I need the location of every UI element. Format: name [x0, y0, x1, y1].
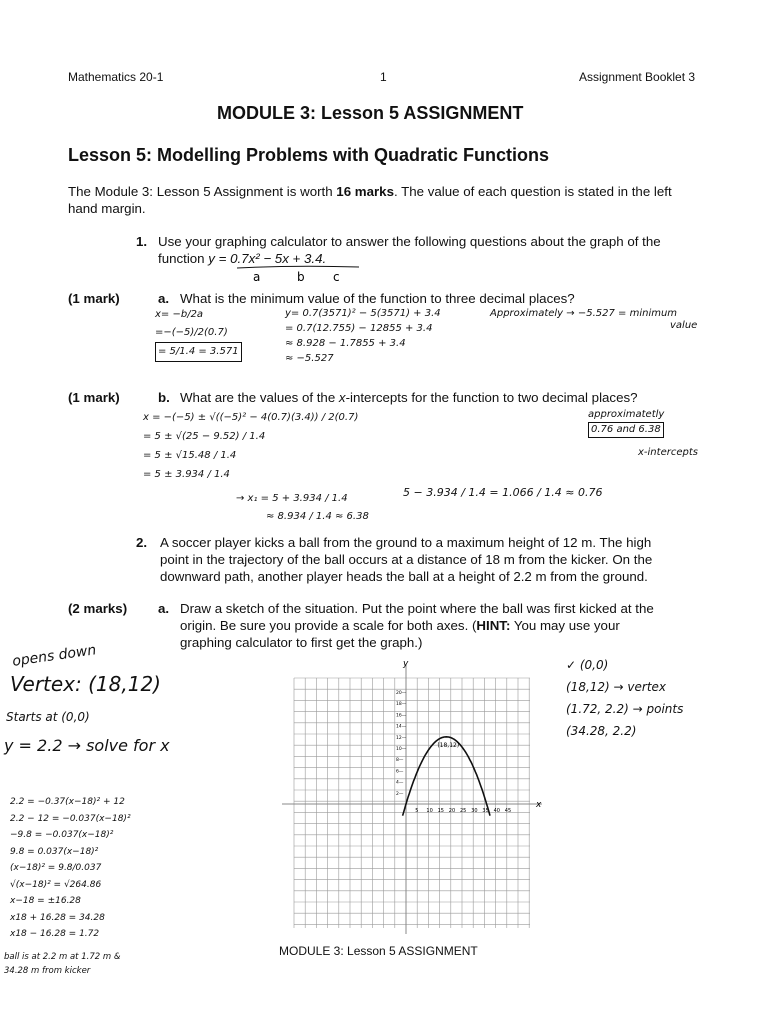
points-list: ✓ (0,0) (18,12) → vertex (1.72, 2.2) → points (34.28, 2.2) — [566, 658, 684, 738]
x-tick-label: 5 — [415, 808, 419, 814]
y-tick-label: 4— — [396, 780, 404, 786]
x-tick-label: 20 — [448, 808, 456, 814]
vertex-label: (18,12) — [437, 741, 460, 749]
q1a-mark: (1 mark) — [68, 291, 120, 306]
q2-number: 2. — [136, 535, 148, 550]
q1b-text: What are the values of the x-intercepts for the function to two decimal places? — [180, 390, 638, 405]
x-tick-label: 30 — [471, 808, 478, 814]
q1-text: Use your graphing calculator to answer the following questions about the graph of the function y = 0.7x² − 5x + 3.4. — [158, 234, 661, 266]
q1b-mark: (1 mark) — [68, 390, 120, 405]
graph-ticks — [396, 690, 511, 814]
x-axis-label: x — [536, 800, 542, 810]
module-title: MODULE 3: Lesson 5 ASSIGNMENT — [217, 103, 524, 123]
q2a-mark: (2 marks) — [68, 601, 128, 616]
x-tick-label: 15 — [437, 808, 444, 814]
intro-paragraph: The Module 3: Lesson 5 Assignment is worth 16 marks. The value of each question is stated in the left hand margin. — [68, 184, 672, 216]
x-tick-label: 45 — [504, 808, 512, 814]
note-solve: y = 2.2 → solve for x — [4, 736, 170, 755]
side-work: 2.2 = −0.37(x−18)² + 12 2.2 − 12 = −0.037(x−18)² −9.8 = −0.037(x−18)² 9.8 = 0.037(x−18)² (x−18)² = 9.8/0.037 √(x−18)² = √264.86 x−18 = ±16.28 x18 + 16.28 = 34.28 x18 − 16.28 = 1.72 — [10, 797, 131, 939]
q1b-work-left: x = −(−5) ± √((−5)² − 4(0.7)(3.4)) / 2(0.7) = 5 ± √(25 − 9.52) / 1.4 = 5 ± √15.48 / 1.4 = 5 ± 3.934 / 1.4 — [143, 412, 359, 480]
q1a-label: a. — [158, 291, 170, 306]
graph-grid — [294, 678, 530, 928]
y-tick-label: 16— — [396, 713, 407, 719]
y-tick-label: 6— — [396, 769, 404, 775]
q1b-note: approximatetly 0.76 and 6.38 x-intercepts — [588, 409, 698, 458]
y-tick-label: 2— — [396, 791, 404, 797]
q1b-work-right: 5 − 3.934 / 1.4 = 1.066 / 1.4 ≈ 0.76 — [403, 486, 603, 499]
q2a-text: Draw a sketch of the situation. Put the point where the ball was first kicked at the origin. Be sure you provide a scale for both axes. (HINT: You may use your graphing calculator to first get the graph.) — [180, 601, 654, 650]
lesson-title: Lesson 5: Modelling Problems with Quadratic Functions — [68, 145, 550, 165]
y-tick-label: 18— — [396, 702, 407, 708]
q1a-work-mid: y= 0.7(3571)² − 5(3571) + 3.4 = 0.7(12.755) − 12855 + 3.4 ≈ 8.928 − 1.7855 + 3.4 ≈ −5.527 — [285, 308, 441, 364]
x-tick-label: 35 — [482, 808, 489, 814]
trajectory-graph — [280, 658, 550, 938]
conclusion: ball is at 2.2 m at 1.72 m & 34.28 m from kicker — [4, 952, 121, 976]
graph-axes — [282, 664, 542, 934]
q1-equation: y = 0.7x² − 5x + 3.4. — [208, 251, 327, 266]
abc-underline-sketch — [235, 264, 365, 284]
y-tick-label: 12— — [396, 735, 407, 741]
q1b-work-mid: → x₁ = 5 + 3.934 / 1.4 ≈ 8.934 / 1.4 ≈ 6.38 — [236, 493, 369, 522]
q1-number: 1. — [136, 234, 148, 249]
x-tick-label: 25 — [460, 808, 467, 814]
abc-c: c — [333, 270, 340, 284]
note-starts: Starts at (0,0) — [6, 710, 90, 724]
y-axis-label: y — [403, 659, 409, 669]
y-tick-label: 10— — [396, 747, 407, 752]
q1a-work-right: Approximately → −5.527 = minimum value — [490, 308, 698, 331]
q2-text: A soccer player kicks a ball from the ground to a maximum height of 12 m. The high point in the trajectory of the ball occurs at a distance of 18 m from the kicker. On the downward path, another player heads the ball at a height of 2.2 m from the ground. — [160, 535, 653, 584]
header-page-number: 1 — [380, 70, 387, 84]
x-tick-label: 10 — [426, 808, 433, 814]
q1a-work-left: x= −b/2a =−(−5)/2(0.7) = 5/1.4 = 3.571 — [155, 306, 242, 362]
q1b-label: b. — [158, 390, 170, 405]
abc-b: b — [297, 270, 305, 284]
header-right: Assignment Booklet 3 — [579, 70, 696, 84]
abc-a: a — [253, 270, 261, 284]
y-tick-label: 8— — [396, 758, 404, 764]
header-left: Mathematics 20-1 — [68, 70, 164, 84]
q1a-text: What is the minimum value of the function to three decimal places? — [180, 291, 575, 306]
q2a-label: a. — [158, 601, 170, 616]
y-tick-label: 14— — [396, 724, 407, 730]
y-tick-label: 20— — [396, 691, 407, 696]
x-tick-label: 40 — [493, 808, 500, 814]
footer: MODULE 3: Lesson 5 ASSIGNMENT — [279, 944, 478, 958]
note-opens-down: opens down — [11, 642, 98, 670]
note-vertex: Vertex: (18,12) — [10, 672, 161, 696]
